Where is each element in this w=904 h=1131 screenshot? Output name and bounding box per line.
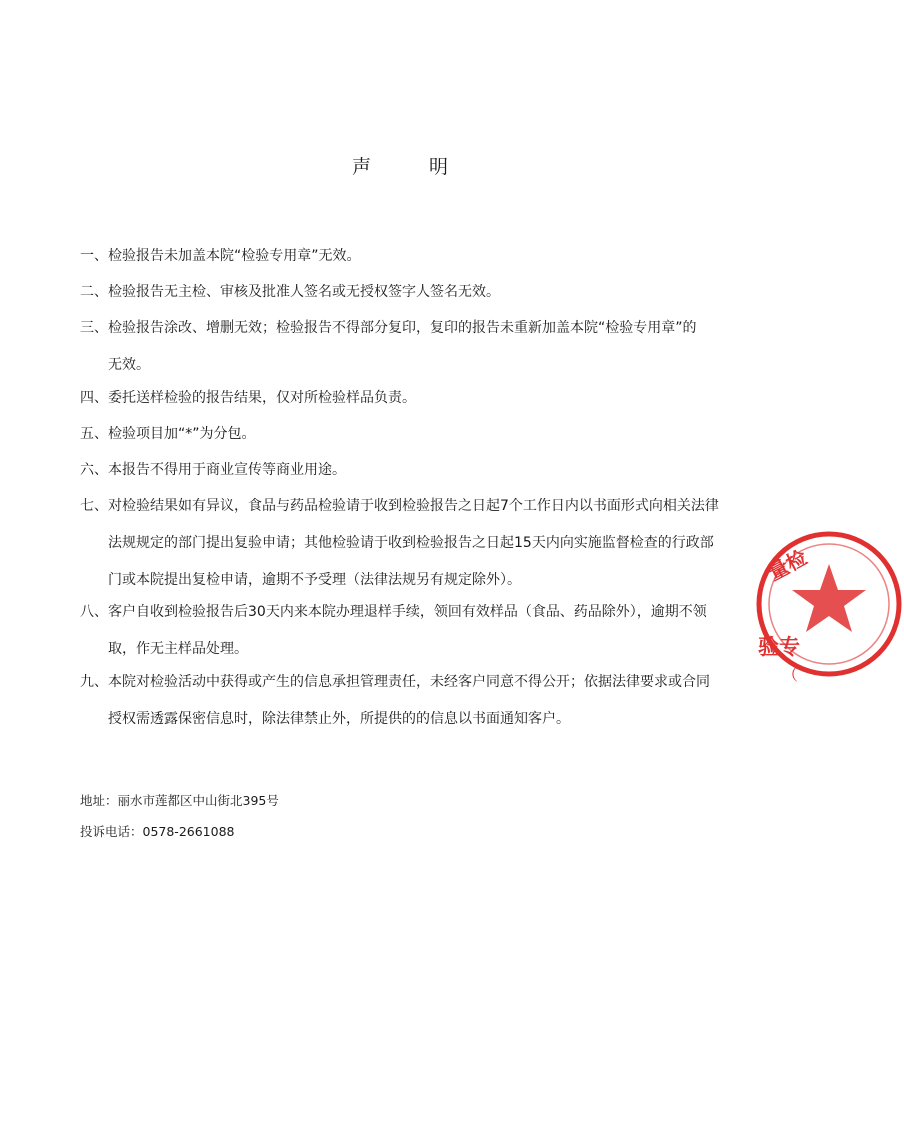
clause-line: 取，作无主样品处理。 <box>108 641 248 657</box>
clause-7 <box>80 488 728 599</box>
clause-line: 三、检验报告涂改、增删无效；检验报告不得部分复印，复印的报告未重新加盖本院“检验专用章”的 <box>80 320 697 336</box>
clause-line: 六、本报告不得用于商业宣传等商业用途。 <box>80 462 346 478</box>
clause-8 <box>80 594 728 668</box>
clause-line: 五、检验项目加“*”为分包。 <box>80 426 256 442</box>
clause-line: 八、客户自收到检验报告后30天内来本院办理退样手续，领回有效样品（食品、药品除外），逾期不领 <box>80 604 707 620</box>
clause-line: 四、委托送样检验的报告结果，仅对所检验样品负责。 <box>80 390 416 406</box>
clause-1 <box>80 238 728 275</box>
clause-3 <box>80 310 728 384</box>
clause-line: 七、对检验结果如有异议，食品与药品检验请于收到检验报告之日起7个工作日内以书面形式向相关法律 <box>80 498 719 514</box>
clause-4 <box>80 380 728 417</box>
clause-6 <box>80 452 728 489</box>
clause-2 <box>80 274 728 311</box>
clause-5 <box>80 416 728 453</box>
clause-9 <box>80 664 728 738</box>
seal-text-bottom: 验专 <box>758 635 800 659</box>
seal-text-paren: （ <box>782 665 799 684</box>
clause-line: 二、检验报告无主检、审核及批准人签名或无授权签字人签名无效。 <box>80 284 500 300</box>
clause-line: 九、本院对检验活动中获得或产生的信息承担管理责任，未经客户同意不得公开；依据法律要求或合同 <box>80 674 710 690</box>
clause-line: 授权需透露保密信息时，除法律禁止外，所提供的的信息以书面通知客户。 <box>108 711 570 727</box>
address-line: 地址：丽水市莲都区中山街北395号 <box>80 793 279 808</box>
official-seal-stamp <box>754 512 904 702</box>
phone-line: 投诉电话：0578-2661088 <box>80 824 235 839</box>
clause-line: 一、检验报告未加盖本院“检验专用章”无效。 <box>80 248 361 264</box>
page-title: 声 明 <box>351 156 475 178</box>
clause-line: 无效。 <box>108 357 150 373</box>
clause-line: 门或本院提出复检申请，逾期不予受理（法律法规另有规定除外）。 <box>108 572 521 588</box>
seal-star-icon <box>792 564 866 632</box>
seal-text-top: 量检 <box>764 545 811 586</box>
clause-line: 法规规定的部门提出复验申请；其他检验请于收到检验报告之日起15天内向实施监督检查的行政部 <box>108 535 714 551</box>
